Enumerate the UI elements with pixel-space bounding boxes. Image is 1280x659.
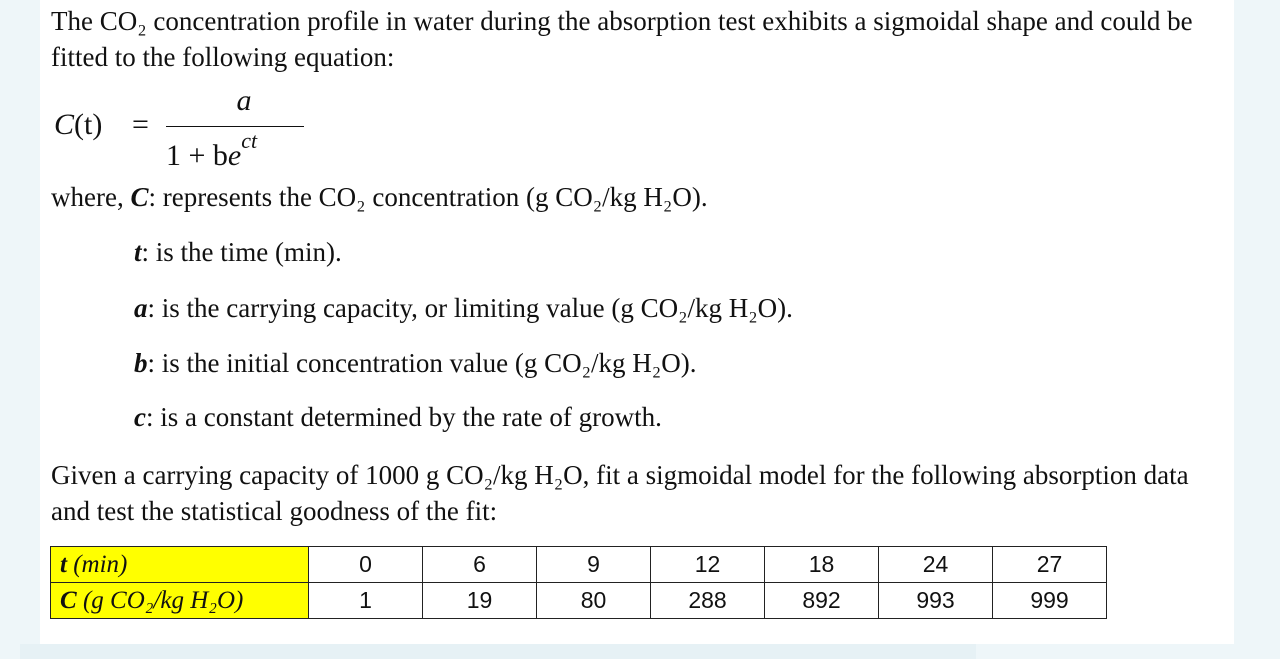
table-cell: 0 bbox=[309, 547, 423, 583]
sigmoid-equation bbox=[54, 84, 454, 180]
table-cell: 24 bbox=[879, 547, 993, 583]
equals-sign: = bbox=[132, 108, 149, 141]
absorption-data-table bbox=[50, 546, 1107, 619]
table-cell: 6 bbox=[423, 547, 537, 583]
table-cell: 993 bbox=[879, 583, 993, 619]
definition-c: c: is a constant determined by the rate of growth. bbox=[134, 402, 662, 432]
equation-numerator: a bbox=[236, 84, 252, 117]
row-header-time: t (min) bbox=[51, 547, 309, 583]
row-header-concentration: C (g CO₂/kg H₂O) bbox=[51, 583, 309, 619]
document-page bbox=[40, 0, 1234, 644]
table-cell: 288 bbox=[651, 583, 765, 619]
bottom-band bbox=[20, 644, 976, 659]
task-paragraph: Given a carrying capacity of 1000 g CO₂/kg H₂O, fit a sigmoidal model for the following absorption data and test the statistical goodness of the fit: bbox=[51, 460, 1189, 526]
table-cell: 18 bbox=[765, 547, 879, 583]
table-cell: 19 bbox=[423, 583, 537, 619]
table-cell: 12 bbox=[651, 547, 765, 583]
equation-denominator: $1 + be^{ct}$ bbox=[166, 128, 258, 172]
fraction-bar bbox=[166, 126, 304, 127]
definition-t: t: is the time (min). bbox=[134, 237, 342, 267]
definition-a: a: is the carrying capacity, or limiting value (g CO₂/kg H₂O). bbox=[134, 293, 793, 323]
table-cell: 27 bbox=[993, 547, 1107, 583]
intro-paragraph: The CO₂ concentration profile in water during the absorption test exhibits a sigmoidal shape and could be fitted to the following equation: bbox=[51, 6, 1193, 72]
equation-lhs: C(t) bbox=[54, 108, 103, 141]
table-cell: 892 bbox=[765, 583, 879, 619]
definition-C: where, C: represents the CO₂ concentration (g CO₂/kg H₂O). bbox=[51, 182, 708, 212]
table-row-concentration bbox=[51, 583, 1107, 619]
table-row-time bbox=[51, 547, 1107, 583]
definition-b: b: is the initial concentration value (g CO₂/kg H₂O). bbox=[134, 348, 697, 378]
table-cell: 80 bbox=[537, 583, 651, 619]
table-cell: 9 bbox=[537, 547, 651, 583]
table-cell: 1 bbox=[309, 583, 423, 619]
table-cell: 999 bbox=[993, 583, 1107, 619]
